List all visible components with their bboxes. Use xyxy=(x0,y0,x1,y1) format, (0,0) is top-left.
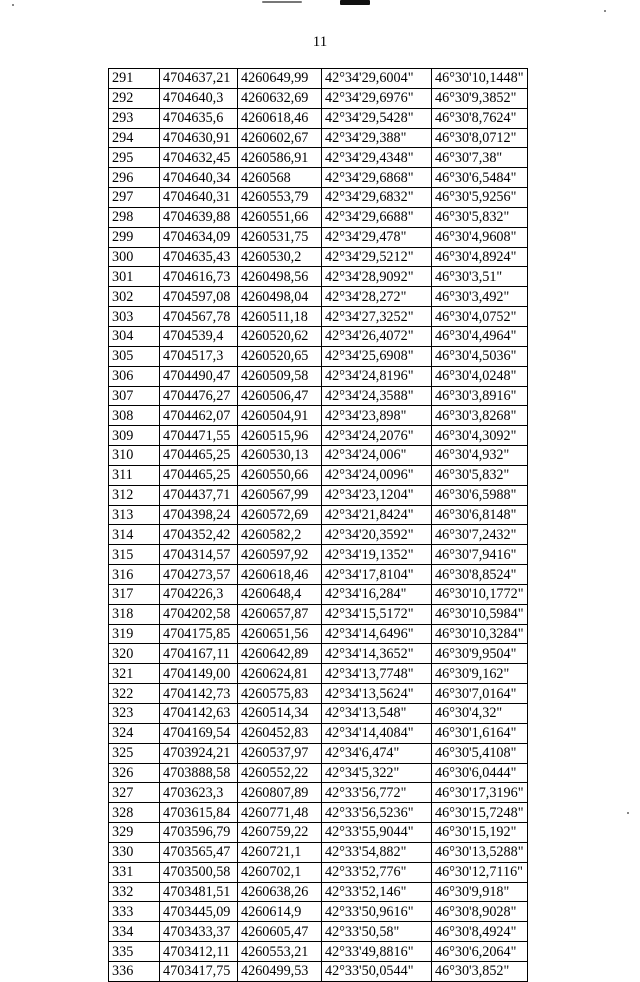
longitude-cell: 46°30'15,192" xyxy=(432,823,528,843)
table-row xyxy=(109,148,528,168)
point-number-cell: 292 xyxy=(109,88,160,108)
y-coordinate-cell: 4260537,97 xyxy=(238,743,322,763)
point-number-cell: 324 xyxy=(109,723,160,743)
x-coordinate-cell: 4704352,42 xyxy=(160,525,238,545)
latitude-cell: 42°34'24,3588" xyxy=(322,386,432,406)
x-coordinate-cell: 4703481,51 xyxy=(160,882,238,902)
longitude-cell: 46°30'4,9608" xyxy=(432,227,528,247)
longitude-cell: 46°30'5,832" xyxy=(432,465,528,485)
point-number-cell: 334 xyxy=(109,922,160,942)
latitude-cell: 42°34'5,322" xyxy=(322,763,432,783)
latitude-cell: 42°34'29,478" xyxy=(322,227,432,247)
latitude-cell: 42°34'29,6004" xyxy=(322,69,432,89)
x-coordinate-cell: 4704634,09 xyxy=(160,227,238,247)
y-coordinate-cell: 4260632,69 xyxy=(238,88,322,108)
y-coordinate-cell: 4260586,91 xyxy=(238,148,322,168)
longitude-cell: 46°30'8,0712" xyxy=(432,128,528,148)
x-coordinate-cell: 4703888,58 xyxy=(160,763,238,783)
latitude-cell: 42°34'24,2076" xyxy=(322,426,432,446)
x-coordinate-cell: 4704226,3 xyxy=(160,584,238,604)
latitude-cell: 42°34'29,6976" xyxy=(322,88,432,108)
point-number-cell: 326 xyxy=(109,763,160,783)
point-number-cell: 299 xyxy=(109,227,160,247)
longitude-cell: 46°30'7,38" xyxy=(432,148,528,168)
table-row xyxy=(109,346,528,366)
latitude-cell: 42°34'14,3652" xyxy=(322,644,432,664)
table-row xyxy=(109,307,528,327)
table-row xyxy=(109,108,528,128)
table-row xyxy=(109,485,528,505)
longitude-cell: 46°30'4,3092" xyxy=(432,426,528,446)
x-coordinate-cell: 4704639,88 xyxy=(160,207,238,227)
y-coordinate-cell: 4260759,22 xyxy=(238,823,322,843)
latitude-cell: 42°34'29,6832" xyxy=(322,188,432,208)
point-number-cell: 333 xyxy=(109,902,160,922)
x-coordinate-cell: 4704142,63 xyxy=(160,704,238,724)
point-number-cell: 308 xyxy=(109,406,160,426)
longitude-cell: 46°30'4,932" xyxy=(432,446,528,466)
y-coordinate-cell: 4260649,99 xyxy=(238,69,322,89)
x-coordinate-cell: 4704202,58 xyxy=(160,604,238,624)
y-coordinate-cell: 4260514,34 xyxy=(238,704,322,724)
x-coordinate-cell: 4704437,71 xyxy=(160,485,238,505)
y-coordinate-cell: 4260520,65 xyxy=(238,346,322,366)
x-coordinate-cell: 4704637,21 xyxy=(160,69,238,89)
latitude-cell: 42°33'54,882" xyxy=(322,842,432,862)
y-coordinate-cell: 4260605,47 xyxy=(238,922,322,942)
point-number-cell: 327 xyxy=(109,783,160,803)
table-row xyxy=(109,604,528,624)
y-coordinate-cell: 4260515,96 xyxy=(238,426,322,446)
scan-speck xyxy=(12,4,14,6)
point-number-cell: 297 xyxy=(109,188,160,208)
longitude-cell: 46°30'4,8924" xyxy=(432,247,528,267)
latitude-cell: 42°34'19,1352" xyxy=(322,545,432,565)
longitude-cell: 46°30'12,7116" xyxy=(432,862,528,882)
point-number-cell: 320 xyxy=(109,644,160,664)
longitude-cell: 46°30'10,5984" xyxy=(432,604,528,624)
x-coordinate-cell: 4703623,3 xyxy=(160,783,238,803)
longitude-cell: 46°30'8,7624" xyxy=(432,108,528,128)
y-coordinate-cell: 4260597,92 xyxy=(238,545,322,565)
longitude-cell: 46°30'4,32" xyxy=(432,704,528,724)
longitude-cell: 46°30'9,3852" xyxy=(432,88,528,108)
y-coordinate-cell: 4260552,22 xyxy=(238,763,322,783)
latitude-cell: 42°34'14,4084" xyxy=(322,723,432,743)
x-coordinate-cell: 4704167,11 xyxy=(160,644,238,664)
y-coordinate-cell: 4260550,66 xyxy=(238,465,322,485)
table-row xyxy=(109,505,528,525)
table-row xyxy=(109,942,528,962)
table-row xyxy=(109,525,528,545)
x-coordinate-cell: 4704490,47 xyxy=(160,366,238,386)
point-number-cell: 291 xyxy=(109,69,160,89)
latitude-cell: 42°34'21,8424" xyxy=(322,505,432,525)
y-coordinate-cell: 4260602,67 xyxy=(238,128,322,148)
table-row xyxy=(109,783,528,803)
latitude-cell: 42°34'29,6868" xyxy=(322,168,432,188)
x-coordinate-cell: 4704635,43 xyxy=(160,247,238,267)
x-coordinate-cell: 4704142,73 xyxy=(160,684,238,704)
y-coordinate-cell: 4260642,89 xyxy=(238,644,322,664)
point-number-cell: 316 xyxy=(109,565,160,585)
x-coordinate-cell: 4704476,27 xyxy=(160,386,238,406)
point-number-cell: 328 xyxy=(109,803,160,823)
latitude-cell: 42°34'29,5428" xyxy=(322,108,432,128)
x-coordinate-cell: 4703615,84 xyxy=(160,803,238,823)
x-coordinate-cell: 4704567,78 xyxy=(160,307,238,327)
point-number-cell: 295 xyxy=(109,148,160,168)
table-row xyxy=(109,743,528,763)
y-coordinate-cell: 4260657,87 xyxy=(238,604,322,624)
point-number-cell: 329 xyxy=(109,823,160,843)
latitude-cell: 42°34'29,6688" xyxy=(322,207,432,227)
longitude-cell: 46°30'4,5036" xyxy=(432,346,528,366)
y-coordinate-cell: 4260638,26 xyxy=(238,882,322,902)
longitude-cell: 46°30'8,8524" xyxy=(432,565,528,585)
x-coordinate-cell: 4703596,79 xyxy=(160,823,238,843)
table-row xyxy=(109,545,528,565)
table-row xyxy=(109,565,528,585)
x-coordinate-cell: 4704175,85 xyxy=(160,624,238,644)
longitude-cell: 46°30'1,6164" xyxy=(432,723,528,743)
point-number-cell: 296 xyxy=(109,168,160,188)
point-number-cell: 301 xyxy=(109,267,160,287)
longitude-cell: 46°30'5,832" xyxy=(432,207,528,227)
table-row xyxy=(109,227,528,247)
table-row xyxy=(109,882,528,902)
point-number-cell: 331 xyxy=(109,862,160,882)
longitude-cell: 46°30'6,8148" xyxy=(432,505,528,525)
latitude-cell: 42°33'52,146" xyxy=(322,882,432,902)
table-row xyxy=(109,961,528,981)
point-number-cell: 313 xyxy=(109,505,160,525)
x-coordinate-cell: 4704539,4 xyxy=(160,326,238,346)
longitude-cell: 46°30'6,5988" xyxy=(432,485,528,505)
table-row xyxy=(109,188,528,208)
y-coordinate-cell: 4260614,9 xyxy=(238,902,322,922)
point-number-cell: 325 xyxy=(109,743,160,763)
table-row xyxy=(109,69,528,89)
y-coordinate-cell: 4260651,56 xyxy=(238,624,322,644)
y-coordinate-cell: 4260511,18 xyxy=(238,307,322,327)
longitude-cell: 46°30'6,2064" xyxy=(432,942,528,962)
x-coordinate-cell: 4704465,25 xyxy=(160,465,238,485)
point-number-cell: 302 xyxy=(109,287,160,307)
coordinates-table xyxy=(108,68,528,982)
longitude-cell: 46°30'5,4108" xyxy=(432,743,528,763)
y-coordinate-cell: 4260551,66 xyxy=(238,207,322,227)
table-row xyxy=(109,644,528,664)
longitude-cell: 46°30'9,9504" xyxy=(432,644,528,664)
scan-artifact-top-center xyxy=(340,0,370,5)
latitude-cell: 42°33'56,772" xyxy=(322,783,432,803)
latitude-cell: 42°34'13,7748" xyxy=(322,664,432,684)
latitude-cell: 42°34'29,388" xyxy=(322,128,432,148)
latitude-cell: 42°34'24,8196" xyxy=(322,366,432,386)
longitude-cell: 46°30'3,852" xyxy=(432,961,528,981)
longitude-cell: 46°30'8,9028" xyxy=(432,902,528,922)
longitude-cell: 46°30'7,9416" xyxy=(432,545,528,565)
longitude-cell: 46°30'3,8268" xyxy=(432,406,528,426)
latitude-cell: 42°34'20,3592" xyxy=(322,525,432,545)
y-coordinate-cell: 4260624,81 xyxy=(238,664,322,684)
longitude-cell: 46°30'17,3196" xyxy=(432,783,528,803)
y-coordinate-cell: 4260572,69 xyxy=(238,505,322,525)
table-row xyxy=(109,446,528,466)
table-row xyxy=(109,366,528,386)
y-coordinate-cell: 4260568 xyxy=(238,168,322,188)
table-row xyxy=(109,842,528,862)
point-number-cell: 336 xyxy=(109,961,160,981)
x-coordinate-cell: 4704630,91 xyxy=(160,128,238,148)
point-number-cell: 321 xyxy=(109,664,160,684)
table-row xyxy=(109,584,528,604)
y-coordinate-cell: 4260807,89 xyxy=(238,783,322,803)
longitude-cell: 46°30'4,0752" xyxy=(432,307,528,327)
table-row xyxy=(109,763,528,783)
point-number-cell: 319 xyxy=(109,624,160,644)
longitude-cell: 46°30'10,1448" xyxy=(432,69,528,89)
table-body xyxy=(109,69,528,982)
latitude-cell: 42°33'56,5236" xyxy=(322,803,432,823)
table-row xyxy=(109,207,528,227)
table-row xyxy=(109,128,528,148)
longitude-cell: 46°30'3,51" xyxy=(432,267,528,287)
point-number-cell: 309 xyxy=(109,426,160,446)
longitude-cell: 46°30'7,2432" xyxy=(432,525,528,545)
table-row xyxy=(109,287,528,307)
x-coordinate-cell: 4704169,54 xyxy=(160,723,238,743)
y-coordinate-cell: 4260504,91 xyxy=(238,406,322,426)
latitude-cell: 42°34'17,8104" xyxy=(322,565,432,585)
x-coordinate-cell: 4703565,47 xyxy=(160,842,238,862)
x-coordinate-cell: 4703412,11 xyxy=(160,942,238,962)
point-number-cell: 330 xyxy=(109,842,160,862)
latitude-cell: 42°34'28,272" xyxy=(322,287,432,307)
y-coordinate-cell: 4260618,46 xyxy=(238,108,322,128)
y-coordinate-cell: 4260499,53 xyxy=(238,961,322,981)
point-number-cell: 311 xyxy=(109,465,160,485)
longitude-cell: 46°30'8,4924" xyxy=(432,922,528,942)
latitude-cell: 42°33'52,776" xyxy=(322,862,432,882)
latitude-cell: 42°34'23,898" xyxy=(322,406,432,426)
latitude-cell: 42°34'23,1204" xyxy=(322,485,432,505)
x-coordinate-cell: 4703924,21 xyxy=(160,743,238,763)
x-coordinate-cell: 4704632,45 xyxy=(160,148,238,168)
table-row xyxy=(109,426,528,446)
point-number-cell: 307 xyxy=(109,386,160,406)
x-coordinate-cell: 4703433,37 xyxy=(160,922,238,942)
table-row xyxy=(109,704,528,724)
point-number-cell: 310 xyxy=(109,446,160,466)
y-coordinate-cell: 4260530,13 xyxy=(238,446,322,466)
latitude-cell: 42°33'50,9616" xyxy=(322,902,432,922)
x-coordinate-cell: 4704635,6 xyxy=(160,108,238,128)
y-coordinate-cell: 4260509,58 xyxy=(238,366,322,386)
table-row xyxy=(109,922,528,942)
table-row xyxy=(109,664,528,684)
point-number-cell: 305 xyxy=(109,346,160,366)
table-row xyxy=(109,803,528,823)
y-coordinate-cell: 4260721,1 xyxy=(238,842,322,862)
y-coordinate-cell: 4260498,04 xyxy=(238,287,322,307)
latitude-cell: 42°34'25,6908" xyxy=(322,346,432,366)
latitude-cell: 42°33'55,9044" xyxy=(322,823,432,843)
longitude-cell: 46°30'15,7248" xyxy=(432,803,528,823)
x-coordinate-cell: 4704640,3 xyxy=(160,88,238,108)
x-coordinate-cell: 4704465,25 xyxy=(160,446,238,466)
point-number-cell: 315 xyxy=(109,545,160,565)
x-coordinate-cell: 4704149,00 xyxy=(160,664,238,684)
longitude-cell: 46°30'7,0164" xyxy=(432,684,528,704)
longitude-cell: 46°30'9,162" xyxy=(432,664,528,684)
point-number-cell: 304 xyxy=(109,326,160,346)
y-coordinate-cell: 4260530,2 xyxy=(238,247,322,267)
point-number-cell: 294 xyxy=(109,128,160,148)
latitude-cell: 42°34'28,9092" xyxy=(322,267,432,287)
x-coordinate-cell: 4704273,57 xyxy=(160,565,238,585)
point-number-cell: 298 xyxy=(109,207,160,227)
table-row xyxy=(109,168,528,188)
point-number-cell: 318 xyxy=(109,604,160,624)
x-coordinate-cell: 4704640,31 xyxy=(160,188,238,208)
latitude-cell: 42°34'14,6496" xyxy=(322,624,432,644)
latitude-cell: 42°33'50,58" xyxy=(322,922,432,942)
latitude-cell: 42°34'24,0096" xyxy=(322,465,432,485)
point-number-cell: 322 xyxy=(109,684,160,704)
longitude-cell: 46°30'3,8916" xyxy=(432,386,528,406)
table-row xyxy=(109,247,528,267)
table-row xyxy=(109,88,528,108)
point-number-cell: 312 xyxy=(109,485,160,505)
x-coordinate-cell: 4704640,34 xyxy=(160,168,238,188)
latitude-cell: 42°33'50,0544" xyxy=(322,961,432,981)
latitude-cell: 42°34'27,3252" xyxy=(322,307,432,327)
x-coordinate-cell: 4703445,09 xyxy=(160,902,238,922)
y-coordinate-cell: 4260618,46 xyxy=(238,565,322,585)
point-number-cell: 300 xyxy=(109,247,160,267)
y-coordinate-cell: 4260452,83 xyxy=(238,723,322,743)
table-row xyxy=(109,624,528,644)
y-coordinate-cell: 4260702,1 xyxy=(238,862,322,882)
x-coordinate-cell: 4703417,75 xyxy=(160,961,238,981)
point-number-cell: 332 xyxy=(109,882,160,902)
scan-artifact-top-left xyxy=(262,1,302,3)
scan-speck xyxy=(604,10,606,12)
y-coordinate-cell: 4260498,56 xyxy=(238,267,322,287)
longitude-cell: 46°30'3,492" xyxy=(432,287,528,307)
table-row xyxy=(109,684,528,704)
latitude-cell: 42°33'49,8816" xyxy=(322,942,432,962)
table-row xyxy=(109,723,528,743)
longitude-cell: 46°30'4,0248" xyxy=(432,366,528,386)
y-coordinate-cell: 4260582,2 xyxy=(238,525,322,545)
y-coordinate-cell: 4260520,62 xyxy=(238,326,322,346)
longitude-cell: 46°30'6,0444" xyxy=(432,763,528,783)
x-coordinate-cell: 4704517,3 xyxy=(160,346,238,366)
latitude-cell: 42°34'13,548" xyxy=(322,704,432,724)
table-row xyxy=(109,823,528,843)
y-coordinate-cell: 4260567,99 xyxy=(238,485,322,505)
y-coordinate-cell: 4260506,47 xyxy=(238,386,322,406)
y-coordinate-cell: 4260648,4 xyxy=(238,584,322,604)
x-coordinate-cell: 4704314,57 xyxy=(160,545,238,565)
y-coordinate-cell: 4260771,48 xyxy=(238,803,322,823)
longitude-cell: 46°30'6,5484" xyxy=(432,168,528,188)
point-number-cell: 293 xyxy=(109,108,160,128)
longitude-cell: 46°30'4,4964" xyxy=(432,326,528,346)
y-coordinate-cell: 4260553,79 xyxy=(238,188,322,208)
point-number-cell: 303 xyxy=(109,307,160,327)
table-row xyxy=(109,406,528,426)
y-coordinate-cell: 4260575,83 xyxy=(238,684,322,704)
point-number-cell: 306 xyxy=(109,366,160,386)
point-number-cell: 335 xyxy=(109,942,160,962)
latitude-cell: 42°34'15,5172" xyxy=(322,604,432,624)
latitude-cell: 42°34'29,4348" xyxy=(322,148,432,168)
table-row xyxy=(109,326,528,346)
latitude-cell: 42°34'26,4072" xyxy=(322,326,432,346)
page-number: 11 xyxy=(312,34,328,50)
x-coordinate-cell: 4704471,55 xyxy=(160,426,238,446)
x-coordinate-cell: 4704398,24 xyxy=(160,505,238,525)
latitude-cell: 42°34'29,5212" xyxy=(322,247,432,267)
point-number-cell: 317 xyxy=(109,584,160,604)
x-coordinate-cell: 4704616,73 xyxy=(160,267,238,287)
longitude-cell: 46°30'13,5288" xyxy=(432,842,528,862)
longitude-cell: 46°30'9,918" xyxy=(432,882,528,902)
scan-speck xyxy=(627,812,629,814)
table-row xyxy=(109,386,528,406)
latitude-cell: 42°34'13,5624" xyxy=(322,684,432,704)
x-coordinate-cell: 4704462,07 xyxy=(160,406,238,426)
longitude-cell: 46°30'10,3284" xyxy=(432,624,528,644)
latitude-cell: 42°34'6,474" xyxy=(322,743,432,763)
latitude-cell: 42°34'16,284" xyxy=(322,584,432,604)
point-number-cell: 314 xyxy=(109,525,160,545)
x-coordinate-cell: 4704597,08 xyxy=(160,287,238,307)
longitude-cell: 46°30'10,1772" xyxy=(432,584,528,604)
point-number-cell: 323 xyxy=(109,704,160,724)
table-row xyxy=(109,465,528,485)
table-row xyxy=(109,862,528,882)
y-coordinate-cell: 4260531,75 xyxy=(238,227,322,247)
y-coordinate-cell: 4260553,21 xyxy=(238,942,322,962)
table-row xyxy=(109,267,528,287)
longitude-cell: 46°30'5,9256" xyxy=(432,188,528,208)
latitude-cell: 42°34'24,006" xyxy=(322,446,432,466)
x-coordinate-cell: 4703500,58 xyxy=(160,862,238,882)
